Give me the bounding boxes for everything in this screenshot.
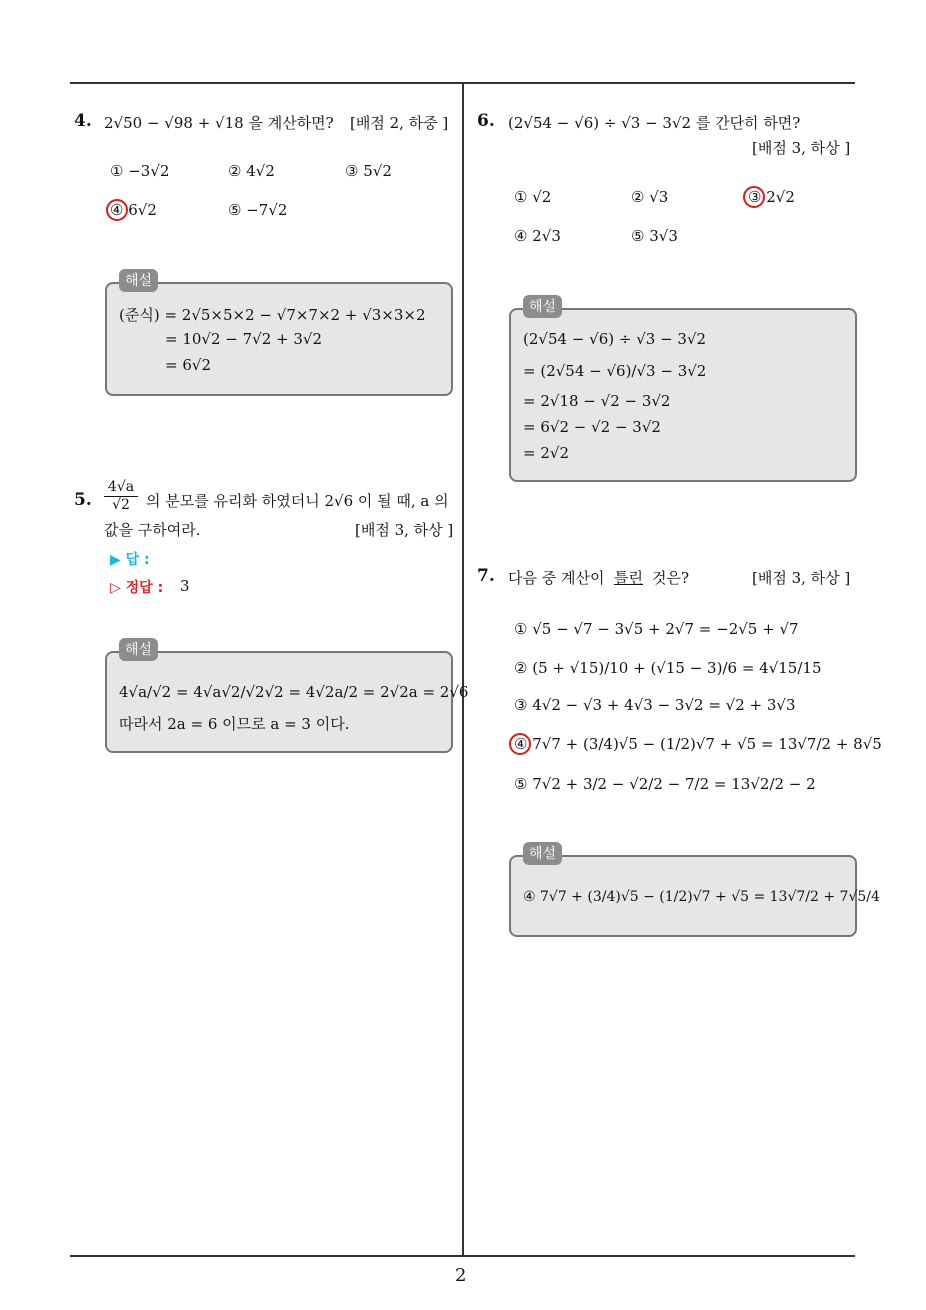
q5-fraction	[104, 479, 138, 513]
q7-question-b: 것은?	[652, 569, 690, 587]
q4-answer-mark-icon	[106, 199, 128, 221]
q4-solution-line-3: = 6√2	[165, 356, 211, 374]
q4-solution-line-2: = 10√2 − 7√2 + 3√2	[165, 330, 323, 348]
q6-choice-1[interactable]: ① √2	[514, 188, 552, 206]
q7-answer-mark-icon	[509, 733, 531, 755]
q5-correct-value: 3	[180, 577, 190, 595]
q7-choice-2[interactable]: ② (5 + √15)/10 + (√15 − 3)/6 = 4√15/15	[514, 659, 822, 677]
q6-solution-line-3: = 2√18 − √2 − 3√2	[523, 392, 671, 410]
q6-solution-line-5: = 2√2	[523, 444, 569, 462]
q4-choice-1[interactable]: ① −3√2	[110, 162, 170, 180]
q5-correct-label: ▷ 정답 :	[110, 580, 164, 596]
q5-question-line-2: 값을 구하여라.	[104, 521, 201, 539]
q4-solution-tag: 해설	[119, 269, 158, 292]
q7-question-a: 다음 중 계산이	[508, 569, 605, 587]
q4-choice-2[interactable]: ② 4√2	[228, 162, 275, 180]
q5-number: 5.	[74, 490, 92, 510]
q7-points: [배점 3, 하상 ]	[752, 569, 851, 587]
q5-answer-prompt[interactable]: ▶ 답 :	[110, 552, 150, 568]
q4-choice-3[interactable]: ③ 5√2	[345, 162, 392, 180]
q7-solution-box	[509, 855, 880, 937]
q6-solution-box	[509, 308, 857, 482]
q7-solution-line-1: ④ 7√7 + (3/4)√5 − (1/2)√7 + √5 = 13√7/2 + 7√5/4	[523, 889, 880, 905]
q7-question-underlined: 틀린	[614, 569, 643, 587]
q5-solution-line-2: 따라서 2a = 6 이므로 a = 3 이다.	[119, 715, 350, 733]
q4-number: 4.	[74, 111, 92, 131]
q6-solution-line-2: = (2√54 − √6)/√3 − 3√2	[523, 362, 707, 380]
q5-points: [배점 3, 하상 ]	[355, 521, 454, 539]
q7-choice-5[interactable]: ⑤ 7√2 + 3/2 − √2/2 − 7/2 = 13√2/2 − 2	[514, 775, 816, 793]
q7-choice-3[interactable]: ③ 4√2 − √3 + 4√3 − 3√2 = √2 + 3√3	[514, 696, 796, 714]
q7-solution-tag: 해설	[523, 842, 562, 865]
q4-choice-5[interactable]: ⑤ −7√2	[228, 201, 288, 219]
q4-choice-4[interactable]: ④ 6√2	[110, 201, 157, 219]
page-number: 2	[455, 1265, 467, 1286]
q5-fraction-bottom: √2	[112, 497, 130, 513]
q7-choice-4[interactable]: ④ 7√7 + (3/4)√5 − (1/2)√7 + √5 = 13√7/2 + 8√5	[514, 735, 882, 753]
q7-number: 7.	[477, 566, 495, 586]
q4-points: [배점 2, 하중 ]	[350, 114, 449, 132]
q6-points: [배점 3, 하상 ]	[752, 139, 851, 157]
q6-solution-line-4: = 6√2 − √2 − 3√2	[523, 418, 661, 436]
q5-question-line-1: 의 분모를 유리화 하였더니 2√6 이 될 때, a 의	[146, 492, 449, 510]
q6-answer-mark-icon	[743, 186, 765, 208]
q6-question: (2√54 − √6) ÷ √3 − 3√2 를 간단히 하면?	[508, 114, 801, 132]
q6-number: 6.	[477, 111, 495, 131]
q5-solution-tag: 해설	[119, 638, 158, 661]
q6-solution-line-1: (2√54 − √6) ÷ √3 − 3√2	[523, 330, 707, 348]
q6-choice-2[interactable]: ② √3	[631, 188, 669, 206]
q6-solution-tag: 해설	[523, 295, 562, 318]
q6-choice-4[interactable]: ④ 2√3	[514, 227, 561, 245]
column-divider	[462, 82, 464, 1257]
q4-solution-box	[105, 282, 453, 396]
q5-solution-box	[105, 651, 469, 753]
q5-fraction-top: 4√a	[104, 479, 138, 497]
q6-choice-3[interactable]: ③ 2√2	[748, 188, 795, 206]
bottom-rule	[70, 1255, 855, 1257]
q5-solution-line-1: 4√a/√2 = 4√a√2/√2√2 = 4√2a/2 = 2√2a = 2√6	[119, 683, 469, 701]
q4-solution-line-1: (준식) = 2√5×5×2 − √7×7×2 + √3×3×2	[119, 306, 426, 324]
q7-choice-1[interactable]: ① √5 − √7 − 3√5 + 2√7 = −2√5 + √7	[514, 620, 799, 638]
q4-question: 2√50 − √98 + √18 을 계산하면?	[104, 114, 334, 132]
q6-choice-5[interactable]: ⑤ 3√3	[631, 227, 678, 245]
